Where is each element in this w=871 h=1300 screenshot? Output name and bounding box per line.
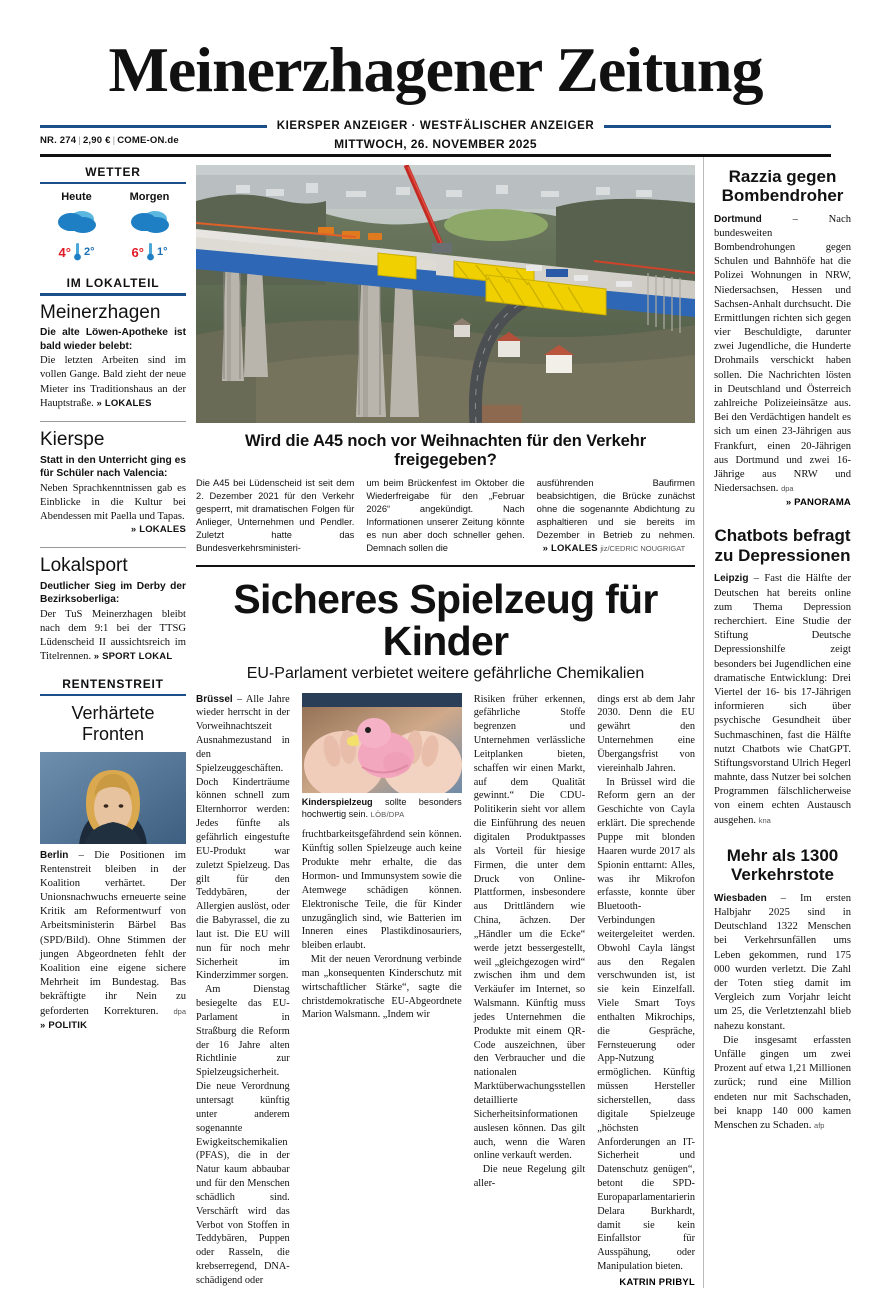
- weather-widget: [40, 191, 186, 262]
- main-story-col-1: [196, 693, 290, 1288]
- weather-day-today: [45, 191, 109, 262]
- body-text: – Nach bundesweiten Bombendrohungen gegen Schulen und Bahnhöfe hat die Polizei Wohnungen in NRW, Niedersachsen, Hessen und Sachsen-Anhalt durchsucht. Die Ermittlungen richten sich gegen vier Beschuldigte, darunter zwei Jugendliche, die Hunderte Drohmails verschickt haben sollen. Die Nachrichten lösten in Deutschland und Österreich zahlreiche Polizeieinsätze aus. Bei den Verdächtigen handelt es sich um einen 23-Jährigen aus Frankfurt, einen 20-Jährigen aus Dortmund und zwei 16-Jährige aus NRW und Niedersachsen.: [714, 213, 851, 495]
- item-body: [40, 608, 186, 665]
- body-text: – Im ersten Halbjahr 2025 sind in Deutschland 1322 Menschen bei Verkehrsunfällen ums Leben gekommen, rund 175 000 wurden verletzt. Die Zahl der Toten stieg damit im Vergleich zum Vorjahr leicht um 25, die Verletztenzahl blieb nahezu konstant.: [714, 892, 851, 1032]
- weather-kicker: WETTER: [85, 164, 141, 179]
- thermometer-icon: [146, 242, 155, 262]
- center-column: [186, 157, 703, 1288]
- masthead-subtitle-row: [40, 120, 831, 132]
- photo-credit: jiz/CEDRIC NOUGRIGAT: [600, 544, 686, 554]
- story-paragraph: dings erst ab dem Jahr 2030. Denn die EU gewährt den Unternehmen eine Übergangsfrist von viereinhalb Jahren.: [597, 693, 695, 774]
- temp-low: 2°: [83, 246, 95, 258]
- item-body-text: Die letzten Arbeiten sind im vollen Gange. Bald zieht der neue Mieter ins Traditionshaus an der Hauptstraße.: [40, 355, 186, 409]
- section-ref[interactable]: » SPORT LOKAL: [93, 651, 173, 663]
- website[interactable]: COME-ON.de: [117, 135, 179, 146]
- price: 2,90 €: [82, 135, 111, 146]
- main-story-col-2: [302, 693, 462, 1288]
- right-sidebar: [703, 157, 851, 1288]
- article-byline: KATRIN PRIBYL: [619, 1275, 695, 1287]
- story-paragraph: Mit der neuen Verordnung verbinde man „konsequenten Kinderschutz mit wirtschaftlicher Stärke“, sagte die christdemokratische EU-Abgeordnete Marion Walsmann. „Indem wir: [301, 954, 462, 1021]
- main-story-col-3: [474, 693, 586, 1288]
- masthead-issue-info: NR. 274 | 2,90 € | COME-ON.de: [40, 135, 179, 146]
- divider: [40, 421, 186, 422]
- razzia-headline[interactable]: Razzia gegen Bombendroher: [721, 166, 844, 206]
- weather-temps: [118, 242, 182, 262]
- issue-number: NR. 274: [40, 135, 77, 146]
- chatbots-body: [714, 572, 851, 827]
- item-body: [40, 354, 186, 411]
- body-text: – Fast die Hälfte der Deutschen hat bereits online zum Thema Depression recherchiert. Eine Studie der Stiftung Deutsche Depressionshilfe zeigt besonders bei Jugendlichen eine dramatische Entwicklung: Drei Viertel der 16- bis 17-Jährigen informieren sich über psychische Gesundheit über Suchmaschinen, fast die Hälfte nutzt Chatbots wie ChatGPT. Stiftungsvorstand Ulrich Hegerl mahnte, dass Nutzer bei solchen Programmen fälschlicherweise von einem echten Austausch ausgehen.: [714, 573, 851, 826]
- agency-credit: afp: [814, 1120, 825, 1130]
- main-headline[interactable]: Sicheres Spielzeug für Kinder: [233, 575, 658, 664]
- ad-label-row: [0, 1292, 871, 1300]
- main-story-col-4: [597, 693, 695, 1288]
- main-grid: [0, 157, 871, 1288]
- lokalteil-rule: [40, 293, 186, 296]
- town-name: Lokalsport: [40, 555, 128, 577]
- rentenstreit-body: [40, 849, 186, 1033]
- caption-bold: Kinderspielzeug: [301, 796, 373, 807]
- dateline-city: Leipzig: [714, 573, 749, 585]
- agency-credit: dpa: [781, 484, 794, 494]
- section-ref[interactable]: » LOKALES: [130, 524, 186, 536]
- weather-day-tomorrow: [118, 191, 182, 262]
- town-name: Meinerzhagen: [40, 301, 161, 323]
- item-body-text: Neben Sprachkenntnissen gab es Einblicke in die Kultur bei Abendessen mit Paella und Tapas.: [40, 482, 186, 523]
- story-paragraph: fruchtbarkeitsgefährdend sein können. Künftig sollen Spielzeuge auch keine Produkte mehr erhalte, die das Hormon- und Immunsystem sowie die Atemwege schädigen können. Elektronische Teile, die für Kinder unzugänglich sind, wie Batterien im Inneren eines Plastikdinosauriers, bleiben erlaubt.: [301, 829, 462, 952]
- agency-credit: kna: [758, 815, 771, 825]
- verkehrstote-headline[interactable]: Mehr als 1300 Verkehrstote: [726, 845, 839, 885]
- section-ref[interactable]: » LOKALES: [96, 397, 152, 409]
- caption-agency: LÖB/DPA: [370, 809, 405, 819]
- weather-day-label: Morgen: [129, 191, 170, 203]
- rentenstreit-headline[interactable]: Verhärtete Fronten: [71, 703, 155, 744]
- lokalteil-item-kierspe[interactable]: [40, 430, 186, 537]
- main-subheadline: EU-Parlament verbietet weitere gefährliche Chemikalien: [246, 664, 645, 682]
- section-ref[interactable]: » LOKALES: [542, 543, 598, 555]
- verkehrstote-body-2: [714, 1034, 851, 1133]
- weather-temps: [45, 242, 109, 262]
- agency-credit: dpa: [173, 1006, 186, 1016]
- lokalteil-kicker: IM LOKALTEIL: [66, 276, 160, 290]
- temp-low: 1°: [156, 246, 168, 258]
- item-lead: Die alte Löwen-Apotheke ist bald wieder belebt:: [40, 327, 186, 352]
- main-story-columns: [196, 693, 695, 1288]
- story-paragraph: Am Dienstag besiegelte das EU-Parlament in Straßburg die Reform der 16 Jahre alten Richtlinie zur Spielzeugsicherheit. Die neue Verordnung untersagt künftig unter anderem sogenannte Ewigkeitschemikalien (PFAS), die in der Natur kaum abbaubar und für den Menschen schädlich sind. Verschärft wird das Verbot von Stoffen in Teddybären, Puppen oder Rasseln, die krebserregend, DNA-schädigend oder: [196, 984, 290, 1286]
- newspaper-title: Meinerzhagener Zeitung: [108, 34, 763, 105]
- toy-photo-caption: [302, 797, 462, 821]
- town-name: Kierspe: [40, 429, 105, 451]
- a45-col-3-text: ausführenden Baufirmen beabsichtigen, die Brücke zunächst ohne die sogenannte Abdichtung zu asphaltieren und sie bereits im Dezember in Betrieb zu nehmen.: [536, 477, 695, 541]
- weather-day-label: Heute: [61, 191, 92, 203]
- temp-high: 4°: [58, 244, 71, 260]
- divider: [40, 547, 186, 548]
- verkehrstote-body: [714, 892, 851, 1034]
- rentenstreit-rule: [40, 694, 186, 697]
- left-sidebar: [40, 157, 186, 1288]
- a45-teaser-columns: [196, 477, 695, 556]
- weather-rule: [40, 182, 186, 185]
- masthead: [0, 0, 871, 157]
- a45-headline[interactable]: Wird die A45 noch vor Weihnachten für den Verkehr freigegeben?: [244, 431, 647, 469]
- masthead-info: [40, 135, 831, 151]
- story-paragraph: In Brüssel wird die Reform gern an der Geschichte von Cayla erklärt. Die sprechende Puppe mit blonden Haaren wurde 2017 als Spionin enttarnt: Alles, was ihr Mikrofon erfasste, konnte über Bluetooth-Verbindungen weitergeleitet werden. Obwohl Cayla längst aus den Regalen verschwunden ist, ist sie kein Einzelfall. Viele Smart Toys enthalten Mikrochips, die Gespräche, Fernsteuerung oder App-Nutzung ermöglichen. Künftig müssen Hersteller sicherstellen, dass digitale Spielzeuge „höchsten Anforderungen an IT-Sicherheit und Datenschutz genügen“, betont die SPD-Europaparlamentarierin Delara Burkhardt, damit sie kein Einfallstor für Ausspähung, oder Manipulation bieten.: [597, 776, 695, 1273]
- temp-high: 6°: [131, 244, 144, 260]
- masthead-rule-left: [40, 125, 267, 128]
- a45-col-2: um beim Brückenfest im Oktober die Wiederfreigabe für den „Februar 2026“ angekündigt. Nach Informationen unserer Zeitung könnte es nun aber doch schneller gehen. Demnach sollen die: [366, 477, 525, 554]
- item-body: [40, 482, 186, 537]
- section-ref[interactable]: » POLITIK: [40, 1019, 88, 1031]
- dateline-city: Berlin: [40, 849, 69, 861]
- story-paragraph: [196, 693, 290, 984]
- a45-bridge-photo: [196, 165, 695, 423]
- masthead-subtitle: KIERSPER ANZEIGER · WESTFÄLISCHER ANZEIGER: [276, 120, 595, 132]
- item-body-text: Der TuS Meinerzhagen bleibt nach dem 9:1 bei der TTSG Lüdenscheid II aussichtsreich im Titelrennen.: [40, 608, 186, 663]
- publication-date: MITTWOCH, 26. NOVEMBER 2025: [334, 137, 537, 151]
- item-lead: Deutlicher Sieg im Derby der Bezirksoberliga:: [40, 581, 186, 606]
- cloud-icon: [118, 208, 182, 238]
- dateline-city: Brüssel: [196, 693, 233, 705]
- cloud-icon: [45, 208, 109, 238]
- razzia-body: [714, 213, 851, 497]
- masthead-rule-right: [604, 125, 831, 128]
- caption-text: sollte besonders hochwertig sein.: [301, 796, 462, 819]
- dateline-city: Wiesbaden: [714, 892, 767, 904]
- a45-col-3: [537, 477, 695, 556]
- lokalteil-item-lokalsport[interactable]: [40, 556, 186, 665]
- rentenstreit-kicker: RENTENSTREIT: [62, 676, 164, 691]
- item-lead: Statt in den Unterricht ging es für Schüler nach Valencia:: [40, 454, 186, 480]
- body-text: – Die Positionen im Rentenstreit bleiben in der Koalition verhärtet. Der Unionsnachwuchs erneuerte seine Kritik am Reformentwurf von Arbeitsministerin Bärbel Bas (SPD/Bild). Ohne Stimmen der jungen Abgeordneten fehlt der Koalition eine eigene sichere Mehrheit im Bundestag. Bas bekräftigte ihr Nein zu geforderten Korrekturen.: [40, 849, 186, 1017]
- rentenstreit-photo: [40, 752, 186, 844]
- thermometer-icon: [73, 242, 82, 262]
- paragraph-text: – Alle Jahre wieder herrscht in der Vorweihnachtszeit Ausnahmezustand in den Spielzeuggeschäften. Doch Kinderträume können schnell zum Elternhorror werden: Jedes fünfte als gefährlich eingestufte EU-Produkt war zuletzt Spielzeug. Das gilt für den Teddybären, der Allergien auslöst, oder die Babyrassel, die zu laut ist. Die EU will nun für noch mehr Sicherheit im Kinderzimmer sorgen.: [196, 693, 290, 982]
- section-ref[interactable]: » PANORAMA: [785, 497, 851, 509]
- body-text: Die insgesamt erfassten Unfälle gingen um zwei Prozent auf etwa 1,21 Millionen zurück; rund eine Million endeten nur mit Sachschaden, bei knapp 140 000 kamen Menschen zu Schaden.: [714, 1034, 851, 1131]
- a45-col-1: Die A45 bei Lüdenscheid ist seit dem 2. Dezember 2021 für den Verkehr gesperrt, mit dramatischen Folgen für Anlieger, Unternehmen und Pendler. Zuletzt hatte das Bundesverkehrsministeri-: [196, 477, 355, 554]
- dateline-city: Dortmund: [714, 213, 762, 225]
- toy-photo: [302, 693, 462, 793]
- lokalteil-item-meinerzhagen[interactable]: [40, 303, 186, 412]
- story-paragraph: Die neue Regelung gilt aller-: [473, 1164, 586, 1190]
- section-divider: [196, 565, 695, 567]
- chatbots-headline[interactable]: Chatbots befragt zu Depressionen: [714, 526, 851, 565]
- story-paragraph: Risiken früher erkennen, gefährliche Stoffe begrenzen und Unternehmen verlässliche Leitplanken bieten, schaffen wir einen Markt, auf dem Qualität gewinnt.“ Die CDU-Politikerin sieht vor allem die Einführung des neuen digitalen Produktpasses als Vorteil für hiesige Firmen, die unter dem Druck von Online-Plattformen, insbesondere aus Drittländern wie China, ächzen. Der „Händler um die Ecke“ werde jetzt bessergestellt, weil „gleichgezogen wird“ zwischen ihm und dem Verkäufer im Internet, so Walsmann. Künftig muss jedes Unternehmen die Produkte mit einem QR-Code auszeichnen, über den Verbraucher und die nationalen Marktüberwachungsstellen detaillierte Sicherheitsinformationen auslesen können. Das gilt auch, wenn die Waren online verkauft werden.: [473, 693, 586, 1162]
